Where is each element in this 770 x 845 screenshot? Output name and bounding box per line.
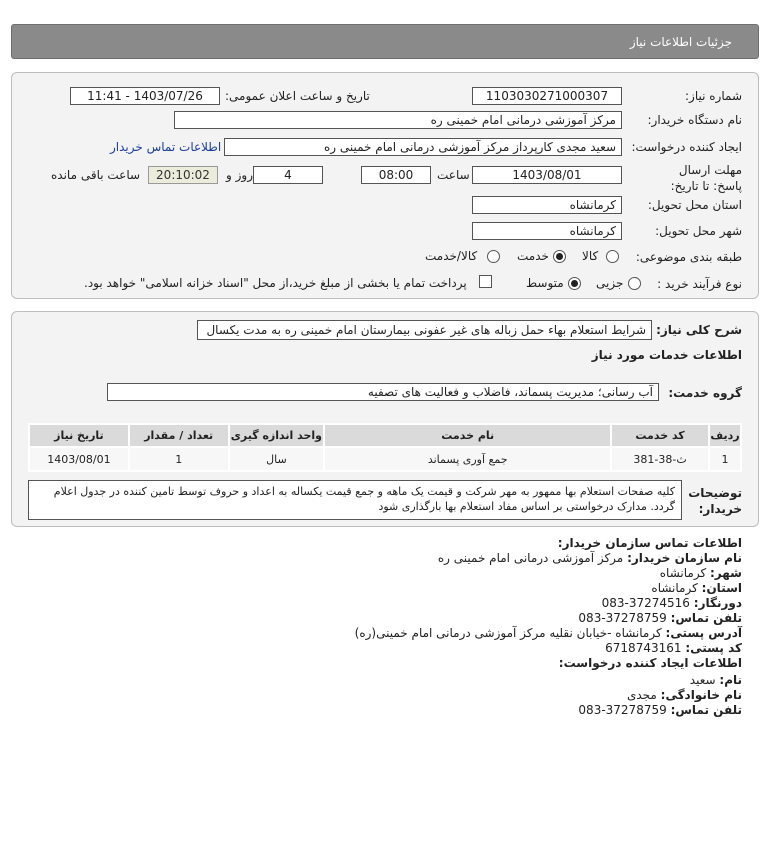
org-name-value: مرکز آموزشی درمانی امام خمینی ره xyxy=(437,551,624,565)
contact-province-value: کرمانشاه xyxy=(651,581,698,595)
first-name-line xyxy=(690,673,742,687)
province-field: کرمانشاه xyxy=(472,196,622,214)
category-goods-service-radio[interactable] xyxy=(487,250,500,263)
announce-field: 1403/07/26 - 11:41 xyxy=(70,87,220,105)
remaining-time-label: ساعت باقی مانده xyxy=(51,168,141,182)
col-vahed: واحد اندازه گیری xyxy=(229,424,325,447)
page-header xyxy=(11,24,759,59)
process-medium-label: متوسط xyxy=(526,276,564,290)
contact-city-value: کرمانشاه xyxy=(659,566,707,580)
postal-label: کد پستی: xyxy=(685,641,742,655)
services-heading: اطلاعات خدمات مورد نیاز xyxy=(591,348,742,362)
category-goods-service-label: کالا/خدمت xyxy=(425,249,478,263)
table-header-row xyxy=(29,424,741,447)
phone-value: 083-37278759 xyxy=(578,611,667,625)
fax-value: 083-37274516 xyxy=(601,596,690,610)
need-info-panel xyxy=(11,72,759,299)
table-row xyxy=(29,447,741,471)
col-tedad: تعداد / مقدار xyxy=(129,424,229,447)
category-label: طبقه بندی موضوعی: xyxy=(635,250,742,264)
last-name-value: مجدی xyxy=(626,688,657,702)
service-group-field: آب رسانی؛ مدیریت پسماند، فاضلاب و فعالیت های تصفیه xyxy=(107,383,659,401)
creator-phone-label: تلفن تماس: xyxy=(670,703,742,717)
first-name-label: نام: xyxy=(719,673,742,687)
treasury-payment-note: پرداخت تمام یا بخشی از مبلغ خرید،از محل "اسناد خزانه اسلامی" خواهد بود. xyxy=(84,276,467,290)
phone-label: تلفن تماس: xyxy=(670,611,742,625)
remaining-days-field: 4 xyxy=(253,166,323,184)
deadline-label: مهلت ارسال پاسخ: تا تاریخ: xyxy=(670,163,742,193)
address-label: آدرس پستی: xyxy=(665,626,742,640)
contact-city-line xyxy=(660,566,742,580)
fax-line xyxy=(602,596,742,610)
treasury-payment-checkbox[interactable] xyxy=(479,275,492,288)
phone-line xyxy=(578,611,742,625)
col-tarikh: تاریخ نیاز xyxy=(29,424,129,447)
cell-date: 1403/08/01 xyxy=(29,447,129,471)
announce-label: تاریخ و ساعت اعلان عمومی: xyxy=(225,89,370,103)
category-goods-label: کالا xyxy=(582,249,599,263)
first-name-value: سعید xyxy=(689,673,716,687)
cell-service-name: جمع آوری پسماند xyxy=(324,447,611,471)
category-goods-radio[interactable] xyxy=(606,250,619,263)
deadline-date-field: 1403/08/01 xyxy=(472,166,622,184)
remaining-time-field: 20:10:02 xyxy=(148,166,218,184)
category-service-label: خدمت xyxy=(517,249,549,263)
address-value: کرمانشاه -خیابان نقلیه مرکز آموزشی درمانی امام خمینی(ره) xyxy=(354,626,662,640)
cell-quantity: 1 xyxy=(129,447,229,471)
summary-field: شرایط استعلام بهاء حمل زباله های غیر عفونی بیمارستان امام خمینی ره به مدت یکسال xyxy=(197,320,652,340)
category-service-radio[interactable] xyxy=(553,250,566,263)
creator-phone-line xyxy=(578,703,742,717)
summary-label: شرح کلی نیاز: xyxy=(656,323,742,337)
page-title: جزئیات اطلاعات نیاز xyxy=(629,35,732,49)
col-radif: ردیف xyxy=(709,424,741,447)
postal-line xyxy=(605,641,742,655)
city-label: شهر محل تحویل: xyxy=(655,224,742,238)
address-line xyxy=(355,626,742,640)
contact-city-label: شهر: xyxy=(710,566,742,580)
deadline-time-field: 08:00 xyxy=(361,166,431,184)
process-medium-radio[interactable] xyxy=(568,277,581,290)
cell-row-number: 1 xyxy=(709,447,741,471)
creator-contact-heading: اطلاعات ایجاد کننده درخواست: xyxy=(558,656,742,670)
buyer-notes-label: توضیحات خریدار: xyxy=(688,486,742,516)
cell-unit: سال xyxy=(229,447,325,471)
buyer-org-field: مرکز آموزشی درمانی امام خمینی ره xyxy=(174,111,622,129)
cell-service-code: ث-38-381 xyxy=(611,447,709,471)
contact-province-line xyxy=(651,581,742,595)
province-label: استان محل تحویل: xyxy=(647,198,742,212)
col-code: کد خدمت xyxy=(611,424,709,447)
requester-label: ایجاد کننده درخواست: xyxy=(631,140,742,154)
creator-phone-value: 083-37278759 xyxy=(578,703,667,717)
city-field: کرمانشاه xyxy=(472,222,622,240)
postal-value: 6718743161 xyxy=(605,641,682,655)
process-label: نوع فرآیند خرید : xyxy=(657,277,742,291)
deadline-time-label: ساعت xyxy=(437,168,470,182)
buyer-contact-link[interactable]: اطلاعات تماس خریدار xyxy=(110,140,222,154)
last-name-line xyxy=(627,688,742,702)
service-group-label: گروه خدمت: xyxy=(668,386,742,400)
requester-field: سعید مجدی کارپرداز مرکز آموزشی درمانی امام خمینی ره xyxy=(224,138,622,156)
last-name-label: نام خانوادگی: xyxy=(660,688,742,702)
col-name: نام خدمت xyxy=(324,424,611,447)
org-name-line xyxy=(438,551,742,565)
buyer-org-label: نام دستگاه خریدار: xyxy=(647,113,742,127)
fax-label: دورنگار: xyxy=(693,596,742,610)
buyer-notes-field: کلیه صفحات استعلام بها ممهور به مهر شرکت و قیمت یک ماهه و جمع قیمت یکساله به اعداد و حروف توسط تامین کننده در جدول اعلام گردد. مدارک درخواستی بر اساس مفاد استعلام بها بارگذاری شود xyxy=(28,480,682,520)
process-minor-radio[interactable] xyxy=(628,277,641,290)
remaining-days-label: روز و xyxy=(226,168,253,182)
org-name-label: نام سازمان خریدار: xyxy=(627,551,742,565)
process-minor-label: جزیی xyxy=(596,276,624,290)
services-table xyxy=(28,423,742,472)
contact-province-label: استان: xyxy=(701,581,742,595)
need-number-field: 1103030271000307 xyxy=(472,87,622,105)
need-number-label: شماره نیاز: xyxy=(685,89,742,103)
org-contact-heading: اطلاعات تماس سازمان خریدار: xyxy=(557,536,742,550)
